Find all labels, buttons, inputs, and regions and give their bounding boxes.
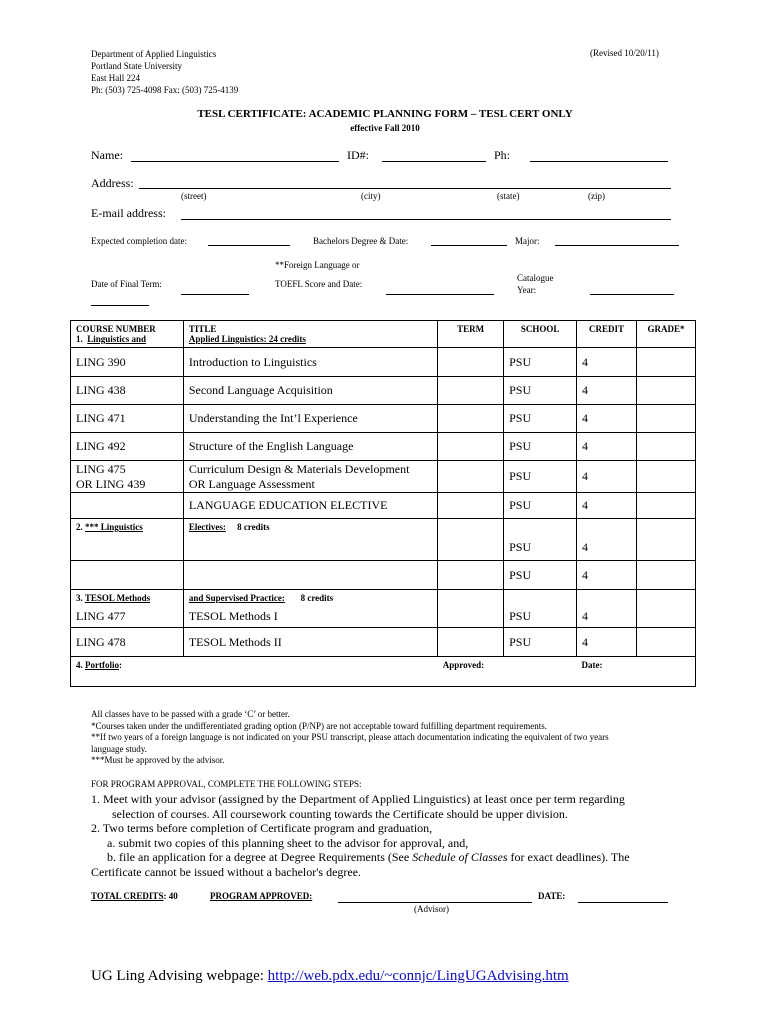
title-cell[interactable] <box>183 535 437 561</box>
table-row <box>71 535 696 561</box>
total-credits-label: TOTAL CREDITS <box>91 891 164 901</box>
term-cell[interactable] <box>438 348 504 377</box>
section3-number: 3. <box>76 593 83 603</box>
credit-cell: 4 <box>577 405 637 433</box>
program-approved-label: PROGRAM APPROVED: <box>210 891 313 901</box>
title-cell: Structure of the English Language <box>183 433 437 461</box>
term-cell[interactable] <box>438 433 504 461</box>
portfolio-approved: Approved: <box>438 657 577 687</box>
final-term-field[interactable] <box>181 294 249 295</box>
table-row <box>71 493 696 519</box>
title-cell: Introduction to Linguistics <box>183 348 437 377</box>
final-term-underline <box>91 305 149 306</box>
term-header: TERM <box>438 321 504 348</box>
city-caption: (city) <box>361 191 381 201</box>
name-label: Name: <box>91 148 123 162</box>
step-1: 1. Meet with your advisor (assigned by the Department of Applied Linguistics) at least once per term regarding <box>91 792 625 806</box>
course-cell <box>71 461 184 493</box>
section-row <box>71 590 696 606</box>
credit-cell: 4 <box>577 433 637 461</box>
webpage-label: UG Ling Advising webpage: <box>91 968 268 984</box>
school-cell: PSU <box>504 348 577 377</box>
foreign-language-label: **Foreign Language or <box>275 260 360 270</box>
dept-name: Department of Applied Linguistics <box>91 49 217 59</box>
term-cell[interactable] <box>438 606 504 628</box>
table-row <box>71 561 696 590</box>
grade-cell <box>636 519 695 535</box>
section2-right <box>183 519 437 535</box>
street-caption: (street) <box>181 191 207 201</box>
table-row <box>71 348 696 377</box>
portfolio-spacer <box>183 657 437 687</box>
school-cell: PSU <box>504 461 577 493</box>
grade-cell[interactable] <box>636 561 695 590</box>
completion-field[interactable] <box>208 245 290 246</box>
section3-credits: 8 credits <box>300 593 334 603</box>
section3-right-label: and Supervised Practice: <box>188 593 285 603</box>
email-field[interactable] <box>181 219 671 220</box>
school-cell: PSU <box>504 535 577 561</box>
department-header <box>91 48 238 96</box>
credit-cell <box>577 519 637 535</box>
title-header-label: TITLE <box>188 324 217 334</box>
catalogue-label <box>517 272 554 296</box>
step-2b-post: for exact deadlines). The <box>507 850 630 864</box>
credit-cell: 4 <box>577 348 637 377</box>
table-row <box>71 461 696 493</box>
course-cell: LING 478 <box>71 628 184 657</box>
credit-cell: 4 <box>577 628 637 657</box>
id-label: ID#: <box>347 148 369 162</box>
advising-webpage <box>91 968 569 985</box>
school-cell <box>504 519 577 535</box>
title-cell <box>183 461 437 493</box>
page-title: TESL CERTIFICATE: ACADEMIC PLANNING FORM – TESL CERT ONLY <box>197 108 573 120</box>
zip-caption: (zip) <box>588 191 605 201</box>
catalogue-label-line1: Catalogue <box>517 273 554 283</box>
credit-cell: 4 <box>577 561 637 590</box>
course-header <box>71 321 184 348</box>
term-cell[interactable] <box>438 405 504 433</box>
school-cell: PSU <box>504 433 577 461</box>
course-cell: LING 477 <box>71 606 184 628</box>
revised-date: (Revised 10/20/11) <box>590 48 659 58</box>
school-cell: PSU <box>504 561 577 590</box>
school-header: SCHOOL <box>504 321 577 348</box>
university-name: Portland State University <box>91 61 182 71</box>
term-cell[interactable] <box>438 377 504 405</box>
name-field[interactable] <box>131 161 339 162</box>
title-option-2: OR Language Assessment <box>188 476 315 491</box>
date-field[interactable] <box>578 902 668 903</box>
step-2b-pre: b. file an application for a degree at Degree Requirements (See <box>107 850 413 864</box>
table-header-row <box>71 321 696 348</box>
catalogue-field[interactable] <box>590 294 674 295</box>
steps-heading: FOR PROGRAM APPROVAL, COMPLETE THE FOLLOWING STEPS: <box>91 779 362 789</box>
step-3: Certificate cannot be issued without a bachelor's degree. <box>91 864 362 879</box>
major-label: Major: <box>515 236 540 246</box>
portfolio-row <box>71 657 696 687</box>
term-cell <box>438 590 504 606</box>
term-cell[interactable] <box>438 561 504 590</box>
term-cell[interactable] <box>438 461 504 493</box>
section1-left <box>76 334 178 344</box>
table-row <box>71 606 696 628</box>
steps-list <box>91 792 711 879</box>
bachelors-field[interactable] <box>431 245 507 246</box>
portfolio-date: Date: <box>577 657 696 687</box>
section3-left-label: TESOL Methods <box>84 593 151 603</box>
date-label: DATE: <box>538 891 566 901</box>
course-table <box>70 320 696 687</box>
table-row <box>71 628 696 657</box>
completion-label: Expected completion date: <box>91 236 187 246</box>
grade-header: GRADE* <box>636 321 695 348</box>
section1-left-label: Linguistics and <box>87 334 147 344</box>
step-2b <box>91 850 711 865</box>
course-cell: LING 438 <box>71 377 184 405</box>
toefl-field[interactable] <box>386 294 494 295</box>
grade-cell[interactable] <box>636 405 695 433</box>
course-cell[interactable] <box>71 493 184 519</box>
course-cell: LING 471 <box>71 405 184 433</box>
phone-label: Ph: <box>494 148 511 162</box>
advisor-caption: (Advisor) <box>414 904 449 914</box>
title-option-1: Curriculum Design & Materials Development <box>188 461 410 476</box>
title-cell: Second Language Acquisition <box>183 377 437 405</box>
section2-number: 2. <box>76 522 83 532</box>
credit-cell: 4 <box>577 606 637 628</box>
title-cell[interactable] <box>183 561 437 590</box>
school-cell: PSU <box>504 493 577 519</box>
address-label: Address: <box>91 176 134 190</box>
portfolio-cell <box>71 657 184 687</box>
section3-right <box>183 590 437 606</box>
note-line: **If two years of a foreign language is not indicated on your PSU transcript, please attach documentation indicating the equivalent of two years <box>91 732 609 742</box>
course-cell[interactable] <box>71 535 184 561</box>
major-field[interactable] <box>555 245 679 246</box>
id-field[interactable] <box>382 161 486 162</box>
total-credits <box>91 891 178 901</box>
step-2: 2. Two terms before completion of Certificate program and graduation, <box>91 821 433 835</box>
title-header <box>183 321 437 348</box>
grade-cell <box>636 590 695 606</box>
school-cell: PSU <box>504 628 577 657</box>
step-2b-italic: Schedule of Classes <box>412 850 508 864</box>
phone-fax: Ph: (503) 725-4098 Fax: (503) 725-4139 <box>91 85 239 95</box>
page-subtitle: effective Fall 2010 <box>350 123 420 133</box>
grade-cell[interactable] <box>636 377 695 405</box>
grade-cell[interactable] <box>636 433 695 461</box>
note-line: All classes have to be passed with a grade ‘C’ or better. <box>91 709 290 719</box>
course-cell: LING 390 <box>71 348 184 377</box>
grade-cell[interactable] <box>636 628 695 657</box>
school-cell: PSU <box>504 405 577 433</box>
term-cell[interactable] <box>438 535 504 561</box>
advisor-signature-field[interactable] <box>338 902 532 903</box>
toefl-label: TOEFL Score and Date: <box>275 279 363 289</box>
email-label: E-mail address: <box>91 206 166 220</box>
credit-cell <box>577 590 637 606</box>
credit-cell: 4 <box>577 377 637 405</box>
total-credits-value: : 40 <box>163 891 178 901</box>
grade-cell[interactable] <box>636 606 695 628</box>
portfolio-colon: : <box>119 660 122 670</box>
table-row <box>71 433 696 461</box>
note-line: ***Must be approved by the advisor. <box>91 755 225 765</box>
catalogue-label-line2: Year: <box>517 285 537 295</box>
grade-cell[interactable] <box>636 348 695 377</box>
section2-left-label: *** Linguistics <box>85 522 143 532</box>
table-row <box>71 405 696 433</box>
credit-cell: 4 <box>577 461 637 493</box>
office-address: East Hall 224 <box>91 73 140 83</box>
course-number-header: COURSE NUMBER <box>76 324 156 334</box>
table-row <box>71 377 696 405</box>
state-caption: (state) <box>497 191 520 201</box>
section2-credits: 8 credits <box>237 522 270 532</box>
section3-left <box>71 590 184 606</box>
title-cell: Understanding the Int’l Experience <box>183 405 437 433</box>
term-cell[interactable] <box>438 493 504 519</box>
step-1-continued: selection of courses. All coursework counting towards the Certificate should be upper division. <box>112 806 568 821</box>
portfolio-label: Portfolio <box>85 660 119 670</box>
section1-number: 1. <box>76 334 83 344</box>
phone-field[interactable] <box>530 161 668 162</box>
term-cell <box>438 519 504 535</box>
step-2a: a. submit two copies of this planning sheet to the advisor for approval, and, <box>107 835 469 850</box>
grade-cell[interactable] <box>636 535 695 561</box>
credit-header: CREDIT <box>577 321 637 348</box>
school-cell <box>504 590 577 606</box>
section2-left <box>71 519 184 535</box>
term-cell[interactable] <box>438 628 504 657</box>
address-field[interactable] <box>139 188 671 189</box>
title-cell: TESOL Methods II <box>183 628 437 657</box>
course-cell: LING 492 <box>71 433 184 461</box>
credit-cell: 4 <box>577 535 637 561</box>
note-line: language study. <box>91 743 147 754</box>
school-cell: PSU <box>504 606 577 628</box>
bachelors-label: Bachelors Degree & Date: <box>313 236 409 246</box>
credit-cell: 4 <box>577 493 637 519</box>
grade-cell[interactable] <box>636 493 695 519</box>
title-cell: TESOL Methods I <box>183 606 437 628</box>
webpage-link[interactable]: http://web.pdx.edu/~connjc/LingUGAdvising.htm <box>267 968 569 984</box>
title-cell: LANGUAGE EDUCATION ELECTIVE <box>183 493 437 519</box>
section1-right-label: Applied Linguistics: 24 credits <box>188 334 306 344</box>
course-cell[interactable] <box>71 561 184 590</box>
school-cell: PSU <box>504 377 577 405</box>
section-row <box>71 519 696 535</box>
portfolio-number: 4. <box>76 660 83 670</box>
final-term-label: Date of Final Term: <box>91 279 162 289</box>
note-line: *Courses taken under the undifferentiated grading option (P/NP) are not acceptable toward fulfilling department requirements. <box>91 720 547 731</box>
section2-right-label: Electives: <box>188 522 226 532</box>
course-option-1: LING 475 <box>76 461 126 476</box>
notes <box>91 709 691 767</box>
course-option-2: OR LING 439 <box>76 476 146 491</box>
grade-cell[interactable] <box>636 461 695 493</box>
